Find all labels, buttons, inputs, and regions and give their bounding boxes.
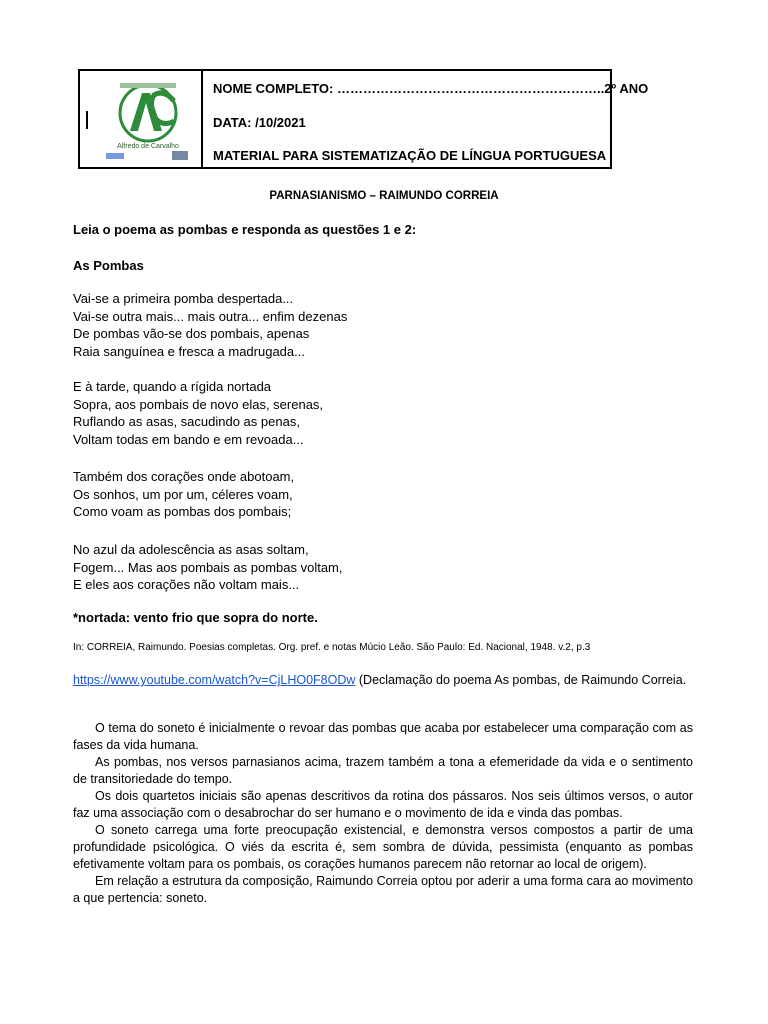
header-box — [78, 69, 649, 169]
stanza-3 — [73, 468, 294, 521]
paragraph: Em relação a estrutura da composição, Raimundo Correia optou por aderir a uma forma cara ao movimento a que pertencia: soneto. — [73, 874, 693, 905]
footnote: *nortada: vento frio que sopra do norte. — [73, 610, 318, 625]
poem-verse: Como voam as pombas dos pombais; — [73, 504, 292, 519]
header-divider — [201, 71, 203, 167]
paragraph: Os dois quartetos iniciais são apenas descritivos da rotina dos pássaros. Nos seis últimos versos, o autor faz uma associação com o desabrochar do ser humano e o movimento de ida e vinda das pombas. — [73, 789, 693, 820]
stanza-2 — [73, 378, 323, 448]
citation: In: CORREIA, Raimundo. Poesias completas. Org. pref. e notas Múcio Leão. São Paulo: Ed. Nacional, 1948. v.2, p.3 — [73, 642, 591, 653]
link-description: (Declamação do poema As pombas, de Raimundo Correia. — [355, 673, 687, 687]
poem-verse: Raia sanguínea e fresca a madrugada... — [73, 343, 305, 359]
poem-verse: Vai-se outra mais... mais outra... enfim dezenas — [73, 308, 348, 324]
poem-title: As Pombas — [73, 258, 144, 273]
poem-verse: Sopra, aos pombais de novo elas, serenas, — [73, 396, 324, 412]
stanza-1 — [73, 290, 347, 360]
poem-verse: De pombas vão-se dos pombais, apenas — [73, 326, 310, 341]
poem-verse: Fogem... Mas aos pombais as pombas voltam, — [73, 559, 343, 575]
poem-verse: E eles aos corações não voltam mais... — [73, 577, 300, 592]
header-mark — [86, 111, 88, 129]
date-label: DATA: /10/2021 — [213, 115, 306, 130]
commentary — [73, 720, 693, 907]
poem-verse: Ruflando as asas, sacudindo as penas, — [73, 414, 300, 429]
poem-verse: Os sonhos, um por um, céleres voam, — [73, 486, 293, 502]
paragraph: As pombas, nos versos parnasianos acima, trazem também a tona a efemeridade da vida e o sentimento de transitoriedade do tempo. — [73, 755, 693, 786]
poem-verse: Voltam todas em bando e em revoada... — [73, 431, 304, 447]
poem-verse: Vai-se a primeira pomba despertada... — [73, 291, 294, 306]
video-reference — [73, 672, 693, 689]
stanza-4 — [73, 541, 343, 594]
material-label: MATERIAL PARA SISTEMATIZAÇÃO DE LÍNGUA PORTUGUESA — [213, 148, 607, 163]
name-label: NOME COMPLETO: ……………………………………………………..2º ANO — [213, 81, 649, 96]
school-logo-icon — [102, 75, 194, 163]
paragraph: O tema do soneto é inicialmente o revoar das pombas que acaba por estabelecer uma comparação com as fases da vida humana. — [73, 721, 693, 752]
page-title: PARNASIANISMO – RAIMUNDO CORREIA — [269, 190, 499, 202]
paragraph: O soneto carrega uma forte preocupação existencial, e demonstra versos compostos a partir de uma profundidade psicológica. O viés da escrita é, sem sombra de dúvida, pessimista (enquanto as pombas efetivamente voltam para os pombais, os corações humanos parecem não retornar ao local de origem). — [73, 823, 693, 871]
youtube-link[interactable]: https://www.youtube.com/watch?v=CjLHO0F8ODw — [73, 673, 356, 687]
instruction: Leia o poema as pombas e responda as questões 1 e 2: — [73, 222, 417, 237]
poem-verse: No azul da adolescência as asas soltam, — [73, 542, 309, 557]
poem-verse: E à tarde, quando a rígida nortada — [73, 379, 272, 394]
logo-text: Alfredo de Carvalho — [117, 143, 179, 150]
poem-verse: Também dos corações onde abotoam, — [73, 469, 295, 484]
